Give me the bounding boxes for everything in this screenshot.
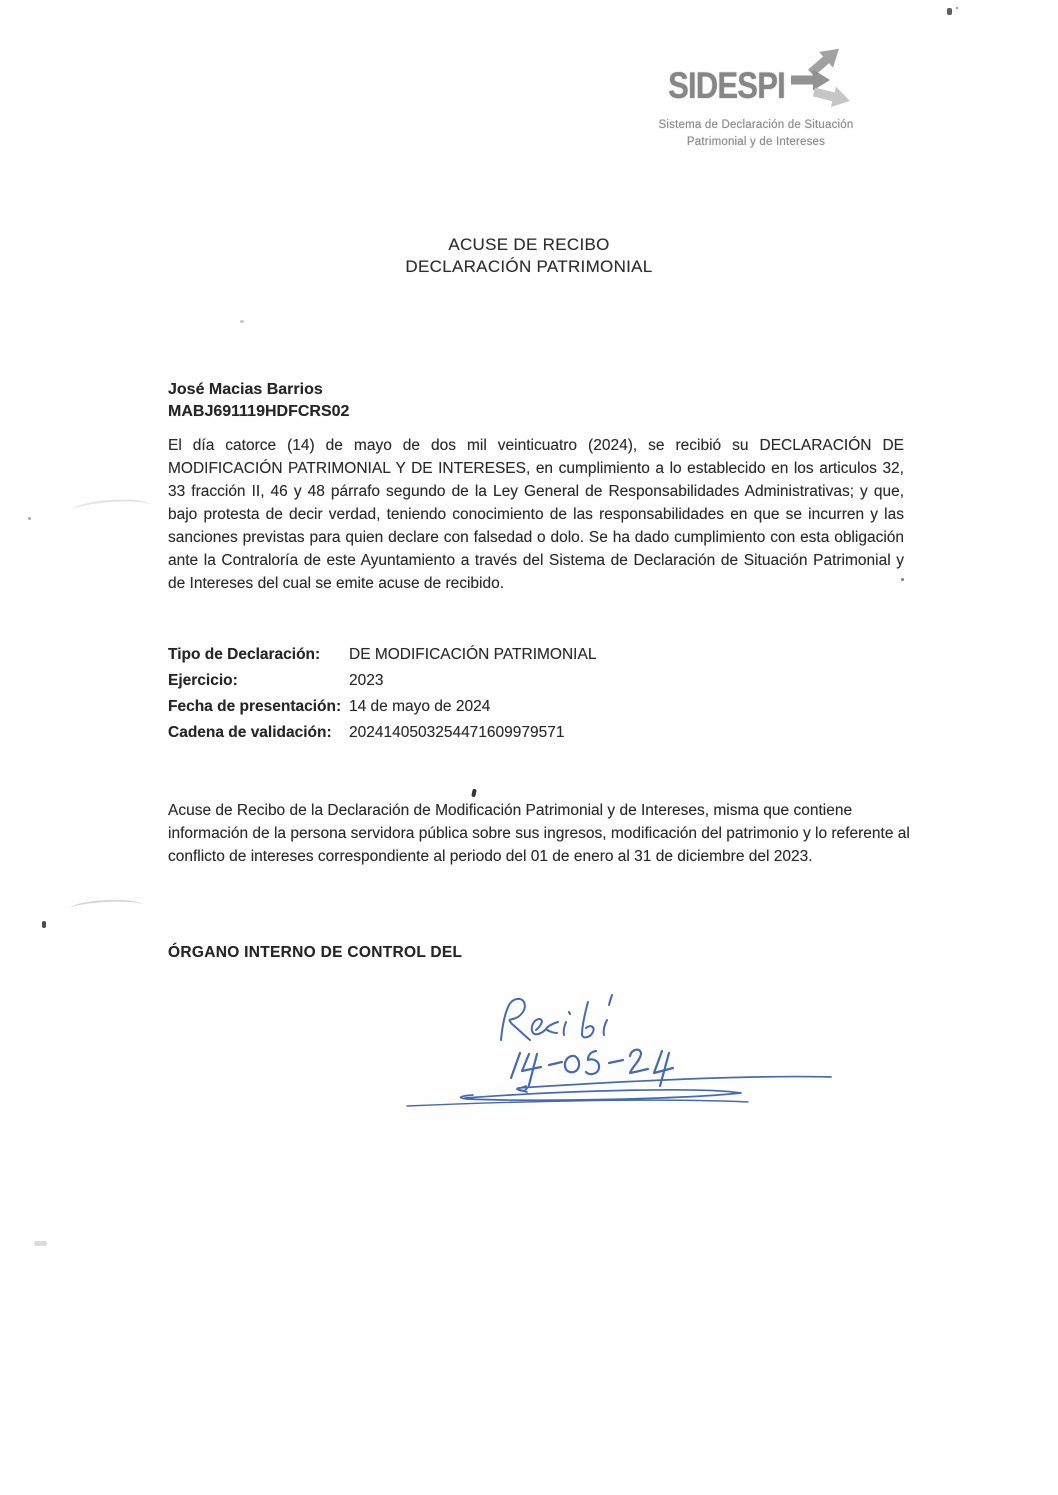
field-value: 2024140503254471609979571 (349, 724, 565, 741)
handwritten-signature (383, 985, 843, 1125)
sidespi-logo (646, 54, 866, 150)
document-title (0, 234, 1058, 278)
sidespi-tagline-line1: Sistema de Declaración de Situación (658, 119, 854, 131)
scan-artifact (956, 7, 958, 9)
scan-artifact (947, 8, 952, 15)
sidespi-tagline-line2: Patrimonial y de Intereses (686, 136, 826, 148)
field-row-tipo (168, 642, 828, 668)
field-value: 14 de mayo de 2024 (349, 698, 491, 715)
scan-artifact (240, 320, 244, 323)
scan-artifact (471, 789, 477, 798)
field-value: DE MODIFICACIÓN PATRIMONIAL (349, 646, 597, 663)
signature-flourish (407, 1077, 831, 1106)
sidespi-arrows-icon (790, 44, 856, 119)
field-value: 2023 (349, 672, 384, 689)
field-label: Fecha de presentación: (168, 698, 342, 715)
sidespi-logo-text: SIDESPI (667, 64, 785, 106)
document-title-line1: ACUSE DE RECIBO (448, 235, 610, 254)
field-row-ejercicio (168, 668, 828, 694)
scan-artifact (70, 898, 143, 916)
scan-artifact (34, 1241, 47, 1246)
recipient-block (168, 379, 349, 423)
body-paragraph: El día catorce (14) de mayo de dos mil veinticuatro (2024), se recibió su DECLARACIÓN DE MODIFICACIÓN PATRIMONIAL Y DE INTERESES, en cumplimiento a lo establecido en los articulos 32, 33 fracción II, 46 y 48 párrafo segundo de la Ley General de Responsabilidades Administrativas; y que, bajo protesta de decir verdad, teniendo conocimiento de las responsabilidades en que se incurren y las sanciones previstas para quien declare con falsedad o dolo. Se ha dado cumplimiento con esta obligación ante la Contraloría de este Ayuntamiento a través del Sistema de Declaración de Situación Patrimonial y de Intereses del cual se emite acuse de recibido. (168, 437, 904, 592)
field-label: Cadena de validación: (168, 724, 332, 741)
scan-artifact (42, 921, 46, 928)
declaration-fields (168, 642, 828, 746)
field-label: Ejercicio: (168, 672, 238, 689)
recipient-curp: MABJ691119HDFCRS02 (168, 403, 350, 420)
scan-artifact (28, 517, 31, 520)
summary-paragraph: Acuse de Recibo de la Declaración de Modificación Patrimonial y de Intereses, misma que contiene información de la persona servidora pública sobre sus ingresos, modificación del patrimonio y lo referente al conflicto de intereses correspondiente al periodo del 01 de enero al 31 de diciembre del 2023. (168, 802, 910, 865)
field-label: Tipo de Declaración: (168, 646, 321, 663)
field-row-cadena (168, 720, 828, 746)
field-row-fecha (168, 694, 828, 720)
document-title-line2: DECLARACIÓN PATRIMONIAL (405, 257, 653, 276)
issuer-heading: ÓRGANO INTERNO DE CONTROL DEL (168, 944, 463, 961)
signature-strokes (383, 985, 843, 1125)
scan-artifact (72, 497, 151, 518)
recipient-name: José Macias Barrios (168, 381, 323, 398)
scan-artifact (901, 578, 904, 581)
